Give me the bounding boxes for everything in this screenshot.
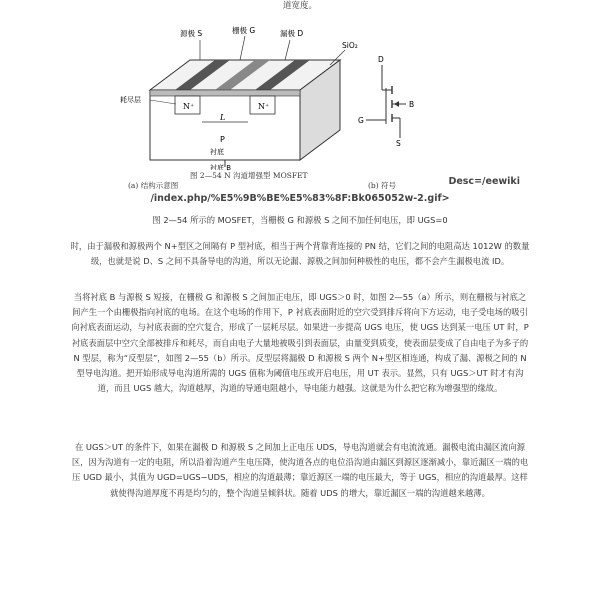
previous-text-tail: 道宽度。 (282, 1, 317, 11)
paragraph-2: 时，由于漏极和源极两个 N+型区之间隔有 P 型衬底，相当于两个背靠背连接的 PN 结，它们之间的电阻高达 1012W 的数量级，也就是说 D、S 之间不具备导电的沟道，所以无论漏、源极之间加何种极性的电压，都不会产生漏极电流 ID。 (70, 241, 530, 267)
symbol-s-label: S (396, 139, 401, 148)
depletion-layer-label: 耗尽层 (120, 96, 141, 104)
symbol-d-label: D (378, 55, 384, 64)
n-plus-left-label: N⁺ (183, 102, 195, 111)
paragraph-3: 当将衬底 B 与源极 S 短接，在栅极 G 和源极 S 之间加正电压，即 UGS＞0 时，如图 2—55（a）所示，则在栅极与衬底之间产生一个由栅极指向衬底的电场。在这个电场的作用下，P 衬底表面附近的空穴受到排斥将向下方运动，电子受电场的吸引向衬底表面运动，与衬底表面的空穴复合，形成了一层耗尽层。如果进一步提高 UGS 电压，使 UGS 达到某一电压 UT 时，P 衬底表面层中空穴全部被排斥和耗尽，而自由电子大量地被吸引到表面层，由量变到质变，使表面层变成了自由电子为多子的 N 型层，称为“反型层”，如图 2—55（b）所示。反型层将漏极 D 和源极 S 两个 N+型区相连通，构成了漏、源极之间的 N 型导电沟道。把开始形成导电沟道所需的 UGS 值称为阈值电压或开启电压，用 UT 表示。显然，只有 UGS＞UT 时才有沟道，而且 UGS 越大，沟道越厚，沟道的导通电阻越小，导电能力越强。这就是为什么把它称为增强型的缘故。 (71, 292, 529, 394)
source-label: 源极 S (180, 29, 203, 38)
n-plus-right-label: N⁺ (258, 102, 270, 111)
url-fragment-2: /index.php/%E5%9B%BE%E5%83%8F:Bk065052w-2.gif> (150, 193, 450, 204)
gate-label: 栅极 G (232, 26, 256, 35)
p-region-label: P (220, 135, 225, 144)
drain-label: 漏极 D (280, 29, 304, 38)
substrate-b-label: 衬底 B (210, 164, 232, 170)
sio2-label: SiO₂ (342, 41, 358, 50)
paragraph-4: 在 UGS＞UT 的条件下，如果在漏极 D 和源极 S 之间加上正电压 UDS，导电沟道就会有电流流通。漏极电流由漏区流向源区，因为沟道有一定的电阻，所以沿着沟道产生电压降，使沟道各点的电位沿沟道由漏区到源区逐渐减小，靠近漏区一端的电压 UGD 最小，其值为 UGD=UGS−UDS，相应的沟道最薄；靠近源区一端的电压最大，等于 UGS，相应的沟道最厚。这样就使得沟道厚度不再是均匀的，整个沟道呈倾斜状。随着 UDS 的增大，靠近漏区一端的沟道越来越薄。 (71, 442, 529, 498)
url-fragment-1: Desc=/eewiki (448, 176, 520, 187)
substrate-label: 衬底 (210, 148, 224, 156)
caption-a: (a) 结构示意图 (128, 181, 179, 190)
paragraph-1: 图 2—54 所示的 MOSFET，当栅极 G 和源极 S 之间不加任何电压，即 UGS=0 (152, 215, 448, 225)
caption-b: (b) 符号 (368, 181, 397, 190)
symbol-g-label: G (358, 116, 364, 125)
mosfet-structure-diagram (120, 20, 420, 170)
mosfet-figure (120, 20, 420, 180)
symbol-b-label: B (409, 100, 415, 109)
caption-main: 图 2—54 N 沟道增强型 MOSFET (190, 171, 308, 180)
mosfet-symbol (358, 55, 414, 148)
channel-length-label: L (220, 113, 226, 122)
